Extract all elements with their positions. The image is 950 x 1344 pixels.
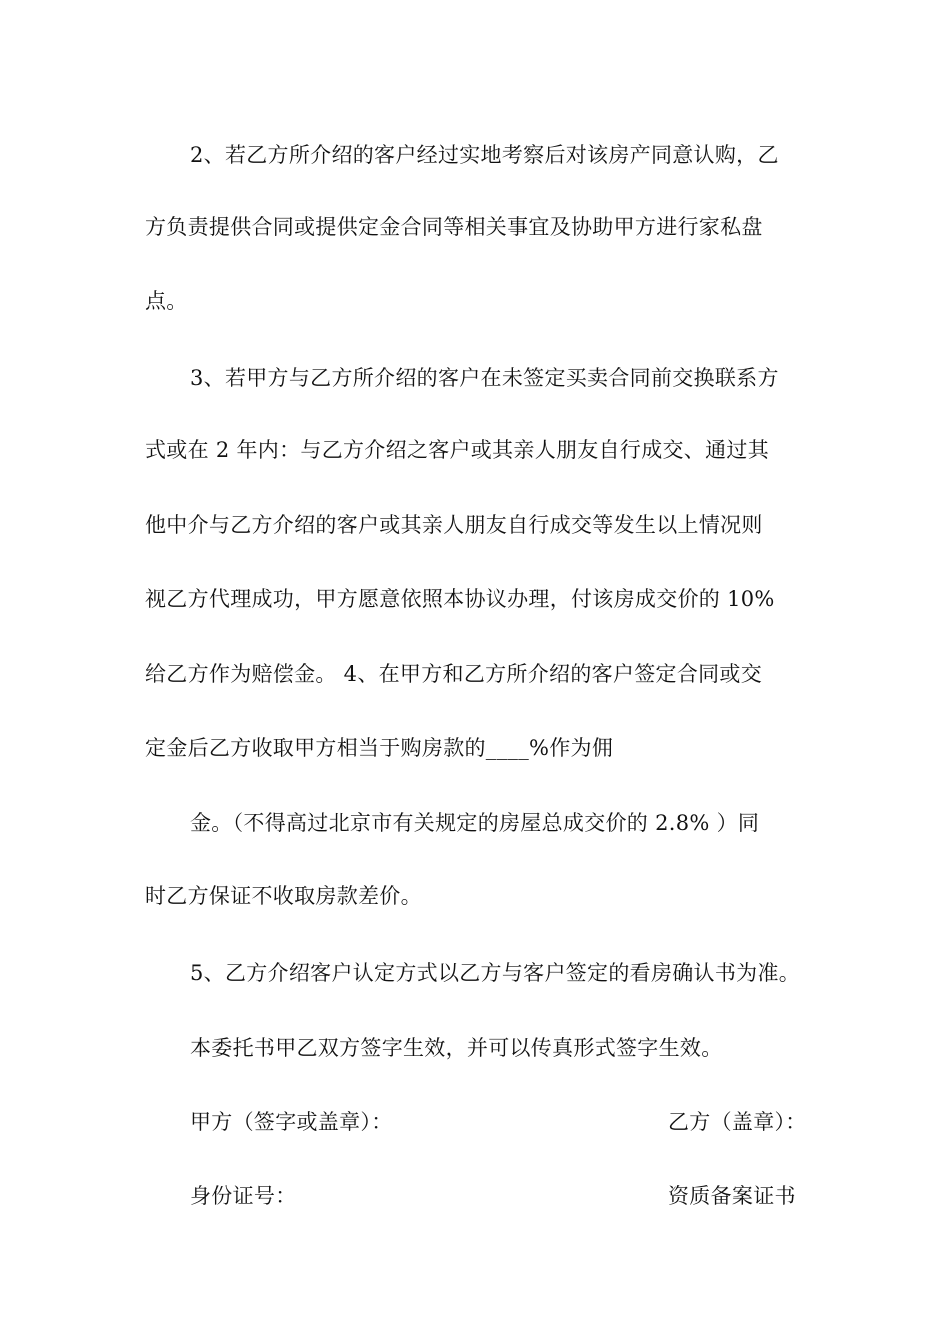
clause-3-line-4: 视乙方代理成功，甲方愿意依照本协议办理，付该房成交价的 10% xyxy=(145,587,775,611)
clause-3-4-line: 给乙方作为赔偿金。 4、在甲方和乙方所介绍的客户签定合同或交 xyxy=(145,662,763,686)
effective-clause-line: 本委托书甲乙双方签字生效，并可以传真形式签字生效。 xyxy=(190,1036,723,1060)
party-a-signature-label: 甲方（签字或盖章）： xyxy=(190,1110,393,1134)
clause-4-line-3: 金。（不得高过北京市有关规定的房屋总成交价的 2.8% ）同 xyxy=(190,811,760,835)
id-number-label: 身份证号： xyxy=(190,1184,297,1208)
clause-2-line-3: 点。 xyxy=(145,289,188,313)
clause-2-line-2: 方负责提供合同或提供定金合同等相关事宜及协助甲方进行家私盘 xyxy=(145,215,763,239)
clause-3-line-2: 式或在 2 年内：与乙方介绍之客户或其亲人朋友自行成交、通过其 xyxy=(145,438,770,462)
party-b-seal-label: 乙方（盖章）： xyxy=(668,1110,807,1134)
certificate-label: 资质备案证书 xyxy=(668,1184,796,1208)
clause-3-line-3: 他中介与乙方介绍的客户或其亲人朋友自行成交等发生以上情况则 xyxy=(145,513,763,537)
clause-4-line-2: 定金后乙方收取甲方相当于购房款的____%作为佣 xyxy=(145,736,614,760)
clause-4-line-4: 时乙方保证不收取房款差价。 xyxy=(145,884,422,908)
clause-3-line-1: 3、若甲方与乙方所介绍的客户在未签定买卖合同前交换联系方 xyxy=(190,366,779,390)
clause-2-line-1: 2、若乙方所介绍的客户经过实地考察后对该房产同意认购，乙 xyxy=(190,143,779,167)
clause-5-line: 5、乙方介绍客户认定方式以乙方与客户签定的看房确认书为准。 xyxy=(190,961,801,985)
